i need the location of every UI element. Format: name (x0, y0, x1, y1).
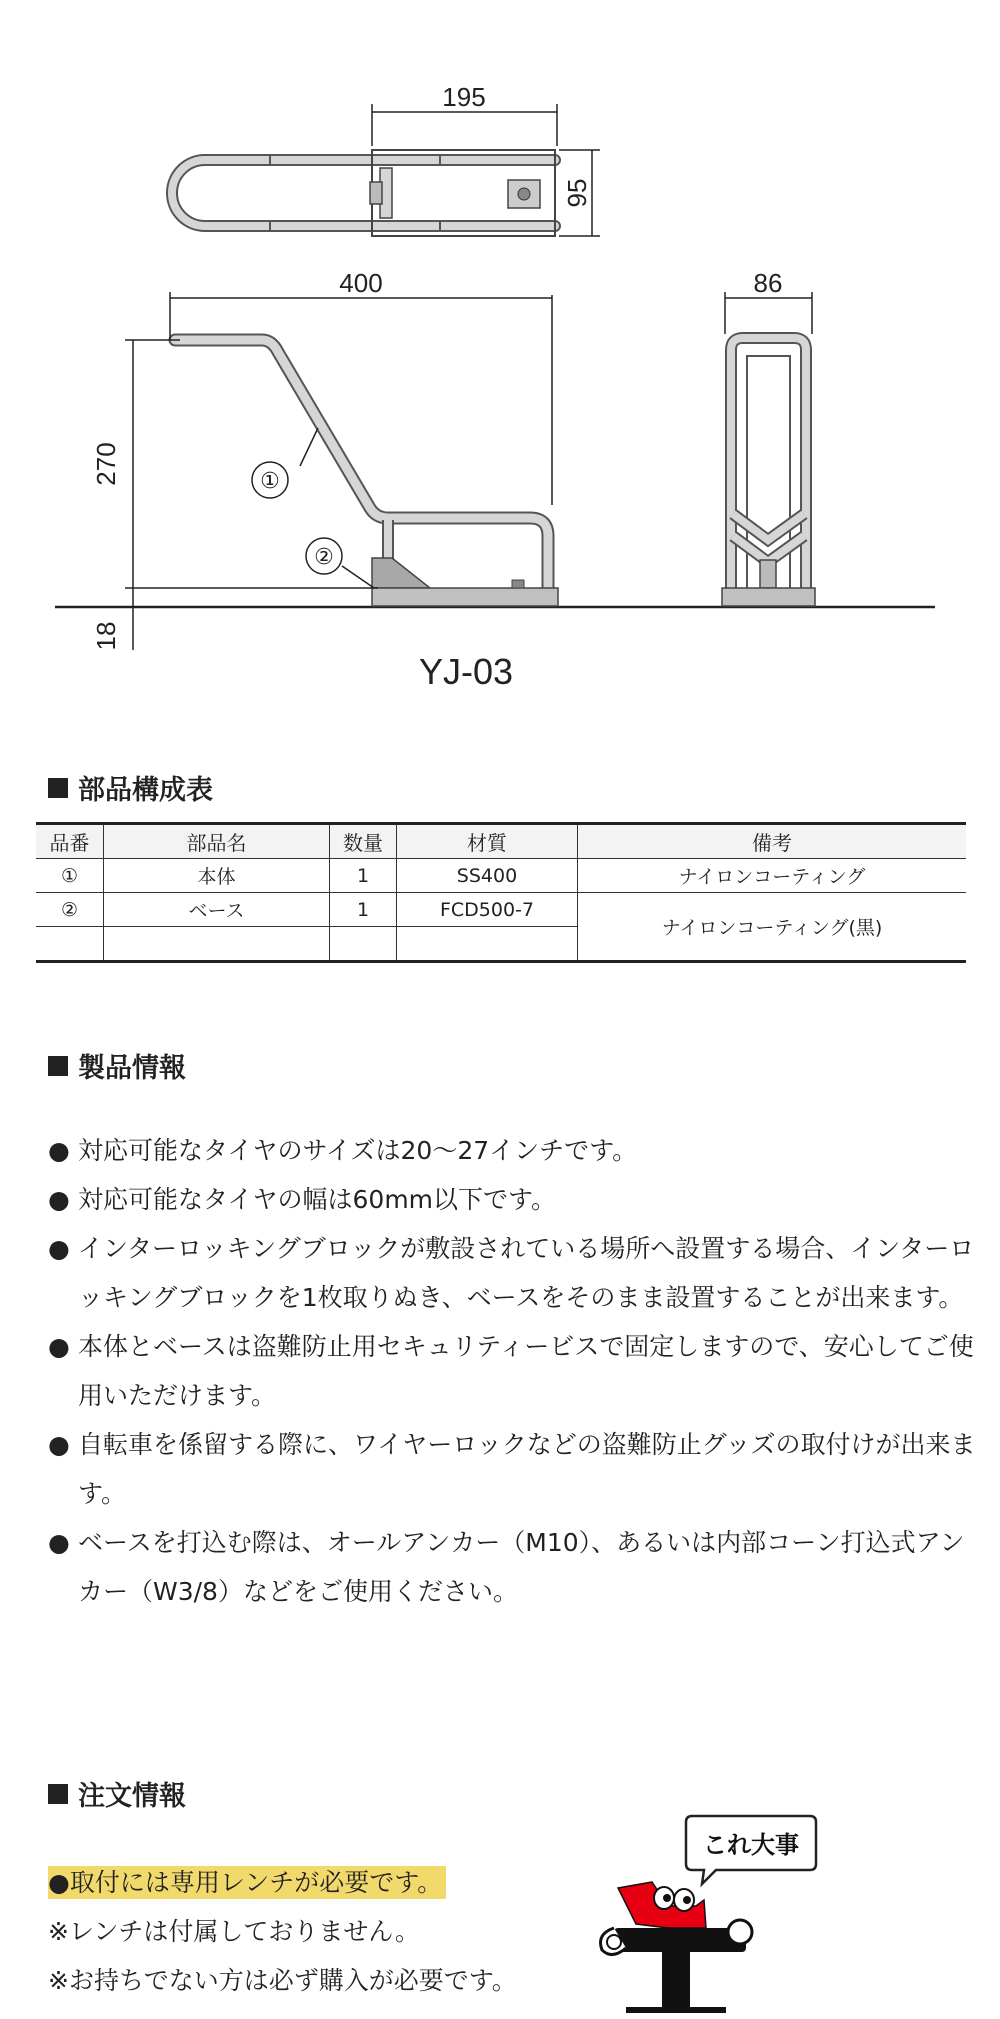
technical-drawing (0, 0, 1000, 720)
cell-name: ベース (104, 893, 330, 927)
bullet-icon: ● (48, 1430, 70, 1459)
header-name: 部品名 (104, 824, 330, 859)
dim-top-depth: 95 (562, 178, 592, 208)
front-view (722, 292, 815, 606)
top-view (172, 104, 600, 236)
list-item: ● ベースを打込む際は、オールアンカー（M10）、あるいは内部コーン打込式アンカー（W3/8）などをご使用ください。 (48, 1518, 978, 1616)
dim-front-width: 86 (753, 268, 783, 298)
table-row (36, 893, 966, 927)
list-item: ● 本体とベースは盗難防止用セキュリティービスで固定しますので、安心してご使用いただけます。 (48, 1322, 978, 1420)
cell-material: FCD500-7 (397, 893, 578, 927)
cell-no: ① (36, 859, 104, 893)
cell-no: ② (36, 893, 104, 927)
product-info-list (48, 1126, 978, 1616)
cell-note: ナイロンコーティング (578, 859, 967, 893)
table-row (36, 859, 966, 893)
bullet-icon: ● (48, 1136, 70, 1165)
order-note: ※お持ちでない方は必ず購入が必要です。 (48, 1966, 517, 1995)
list-item: ● 対応可能なタイヤの幅は60mm以下です。 (48, 1175, 978, 1224)
parts-section-title: 部品構成表 (48, 768, 213, 807)
table-header-row (36, 824, 966, 859)
cell-qty: 1 (330, 859, 397, 893)
square-bullet-icon (48, 1784, 68, 1804)
speech-bubble-text: これ大事 (703, 1831, 799, 1859)
order-note: ※レンチは付属しておりません。 (48, 1917, 420, 1946)
cell-material: SS400 (397, 859, 578, 893)
header-no: 品番 (36, 824, 104, 859)
model-number: YJ-03 (418, 651, 514, 692)
list-item: ● インターロッキングブロックが敷設されている場所へ設置する場合、インターロッキングブロックを1枚取りぬき、ベースをそのまま設置することが出来ます。 (48, 1224, 978, 1322)
bullet-icon: ● (48, 1332, 70, 1361)
dim-base-height: 18 (91, 621, 121, 651)
cell-name: 本体 (104, 859, 330, 893)
cell-note: ナイロンコーティング(黒) (578, 893, 967, 962)
header-material: 材質 (397, 824, 578, 859)
bullet-icon: ● (48, 1528, 70, 1557)
dim-top-width: 195 (442, 82, 486, 112)
callout-2: ② (314, 545, 334, 570)
highlight-notice: ●取付には専用レンチが必要です。 (48, 1866, 446, 1899)
header-qty: 数量 (330, 824, 397, 859)
header-note: 備考 (578, 824, 967, 859)
dim-side-length: 400 (339, 268, 383, 298)
bullet-icon: ● (48, 1234, 70, 1263)
list-item: ● 自転車を係留する際に、ワイヤーロックなどの盗難防止グッズの取付けが出来ます。 (48, 1420, 978, 1518)
mascot-illustration (596, 1808, 826, 2018)
square-bullet-icon (48, 778, 68, 798)
product-section-title: 製品情報 (48, 1046, 186, 1085)
order-info (48, 1858, 517, 2005)
callout-1: ① (260, 469, 280, 494)
bullet-icon: ● (48, 1185, 70, 1214)
parts-table (36, 822, 966, 963)
list-item: ● 対応可能なタイヤのサイズは20〜27インチです。 (48, 1126, 978, 1175)
square-bullet-icon (48, 1056, 68, 1076)
cell-qty: 1 (330, 893, 397, 927)
order-section-title: 注文情報 (48, 1774, 186, 1813)
mascot-icon (601, 1882, 753, 2010)
dim-side-height: 270 (91, 442, 121, 486)
